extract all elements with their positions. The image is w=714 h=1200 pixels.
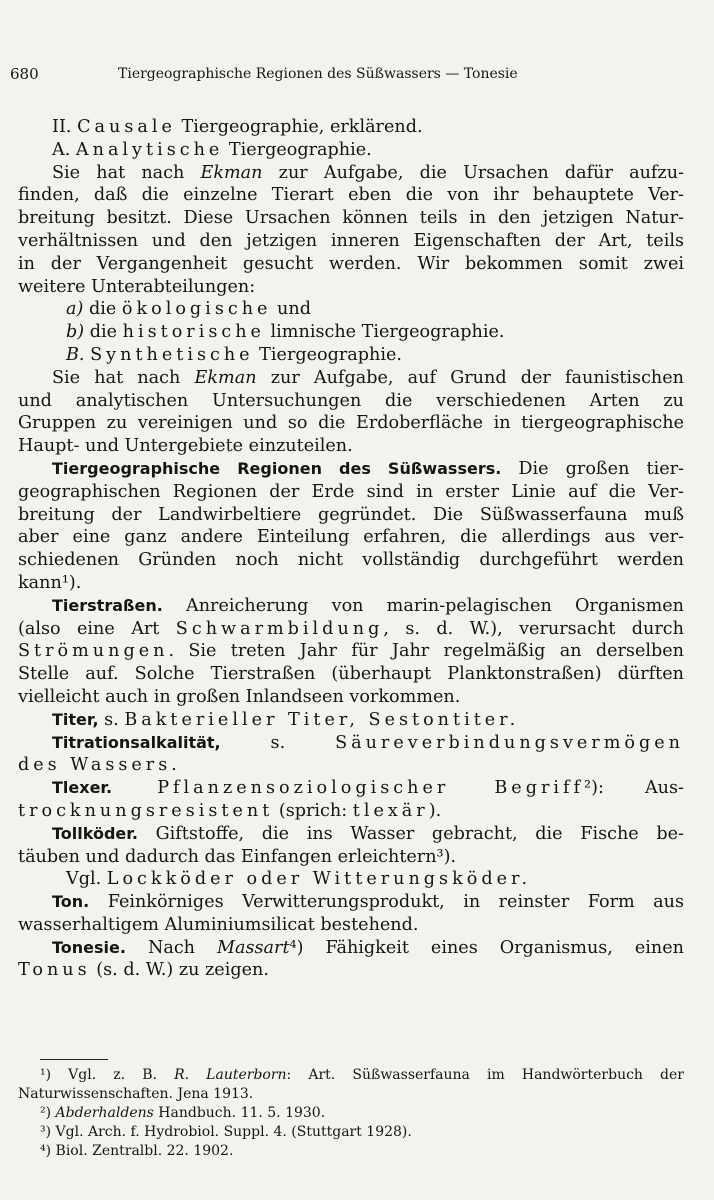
page-number: 680 [10, 65, 39, 83]
paragraph-line: aber eine ganz andere Einteilung erfahren, die allerdings aus ver- [18, 527, 684, 548]
section-b-heading: B. Synthetische Tiergeographie. [66, 344, 403, 365]
paragraph-line: Tonus (s. d. W.) zu zeigen. [18, 960, 269, 981]
paragraph-line: Gruppen zu vereinigen und so die Erdoberfläche in tiergeographische [18, 413, 684, 434]
paragraph-line: schiedenen Gründen noch nicht vollständig durchgeführt werden [18, 550, 684, 571]
paragraph-line: vielleicht auch in großen Inlandseen vorkommen. [18, 686, 461, 707]
subdivision-b: b) die historische limnische Tiergeographie. [66, 322, 505, 343]
entry-headword: Titrationsalkalität, [52, 732, 221, 752]
section-ii-heading: II. Causale Tiergeographie, erklärend. [52, 117, 423, 137]
entry-headword: Tonesie. [52, 937, 126, 957]
paragraph-line: finden, daß die einzelne Tierart eben die von ihr behauptete Ver- [18, 185, 684, 206]
paragraph-line: breitung besitzt. Diese Ursachen können teils in den jetzigen Natur- [18, 208, 684, 229]
section-a-heading: A. Analytische Tiergeographie. [52, 139, 372, 160]
footnotes [18, 1066, 684, 1161]
paragraph-line: weitere Unterabteilungen: [18, 276, 256, 297]
paragraph-line: Strömungen. Sie treten Jahr für Jahr regelmäßig an derselben [18, 641, 684, 662]
paragraph-line: Sie hat nach Ekman zur Aufgabe, auf Grund der faunistischen [52, 367, 684, 388]
paragraph-line: breitung der Landwirbeltiere gegründet. Die Süßwasserfauna muß [18, 504, 684, 525]
paragraph-line: und analytischen Untersuchungen die verschiedenen Arten zu [18, 390, 684, 411]
entry-headword: Tierstraßen. [52, 595, 163, 615]
body-text [18, 116, 684, 982]
footnote-4: ⁴) Biol. Zentralbl. 22. 1902. [40, 1143, 234, 1159]
entry-tlexer: Tlexer. Pflanzensoziologischer Begriff²): Aus- [52, 778, 684, 799]
entry-headword: Tollköder. [52, 823, 138, 843]
entry-headword: Tiergeographische Regionen des Süßwassers. [52, 458, 502, 478]
paragraph-line: trocknungsresistent (sprich: tlexär). [18, 800, 442, 821]
footnote-divider [40, 1059, 108, 1060]
footnote-1: ¹) Vgl. z. B. R. Lauterborn: Art. Süßwasserfauna im Handwörterbuch der [40, 1067, 684, 1083]
footnote-2: ²) Abderhaldens Handbuch. 11. 5. 1930. [40, 1105, 326, 1121]
entry-ton: Ton. Feinkörniges Verwitterungsprodukt, in reinster Form aus [52, 892, 684, 913]
paragraph-line: geographischen Regionen der Erde sind in erster Linie auf die Ver- [18, 481, 684, 502]
paragraph-line: (also eine Art Schwarmbildung, s. d. W.), verursacht durch [18, 618, 684, 639]
entry-headword: Tlexer. [52, 778, 113, 798]
paragraph-line: Haupt- und Untergebiete einzuteilen. [18, 436, 353, 457]
paragraph-line: wasserhaltigem Aluminiumsilicat bestehend. [18, 914, 419, 935]
paragraph-line: Stelle auf. Solche Tierstraßen (überhaupt Planktonstraßen) dürften [18, 664, 684, 685]
paragraph-line: Sie hat nach Ekman zur Aufgabe, die Ursachen dafür aufzu- [52, 162, 684, 183]
subdivision-a: a) die ökologische und [66, 299, 311, 320]
footnote-1-cont: Naturwissenschaften. Jena 1913. [18, 1086, 254, 1102]
entry-regionen: Tiergeographische Regionen des Süßwassers. Die großen tier- [52, 458, 684, 479]
entry-tonesie: Tonesie. Nach Massart⁴) Fähigkeit eines Organismus, einen [52, 937, 684, 958]
footnote-3: ³) Vgl. Arch. f. Hydrobiol. Suppl. 4. (Stuttgart 1928). [40, 1124, 412, 1140]
entry-tollkoeder: Tollköder. Giftstoffe, die ins Wasser gebracht, die Fische be- [52, 823, 684, 844]
paragraph-line: verhältnissen und den jetzigen inneren Eigenschaften der Art, teils [18, 230, 684, 251]
paragraph-line: kann¹). [18, 572, 82, 593]
entry-headword: Ton. [52, 892, 90, 912]
entry-tierstrassen: Tierstraßen. Anreicherung von marin-pelagischen Organismen [52, 595, 684, 616]
entry-titrationsalkalitaet: Titrationsalkalität, s. Säureverbindungsvermögen [52, 732, 684, 753]
paragraph-line: in der Vergangenheit gesucht werden. Wir bekommen somit zwei [18, 253, 684, 274]
paragraph-line: täuben und dadurch das Einfangen erleichtern³). [18, 846, 457, 867]
paragraph-line: des Wassers. [18, 755, 181, 776]
cross-reference: Vgl. Lockköder oder Witterungsköder. [66, 869, 532, 890]
entry-headword: Titer, [52, 709, 99, 729]
entry-titer: Titer, s. Bakterieller Titer, Sestontiter. [52, 709, 520, 730]
running-head: Tiergeographische Regionen des Süßwassers — Tonesie [118, 66, 518, 82]
